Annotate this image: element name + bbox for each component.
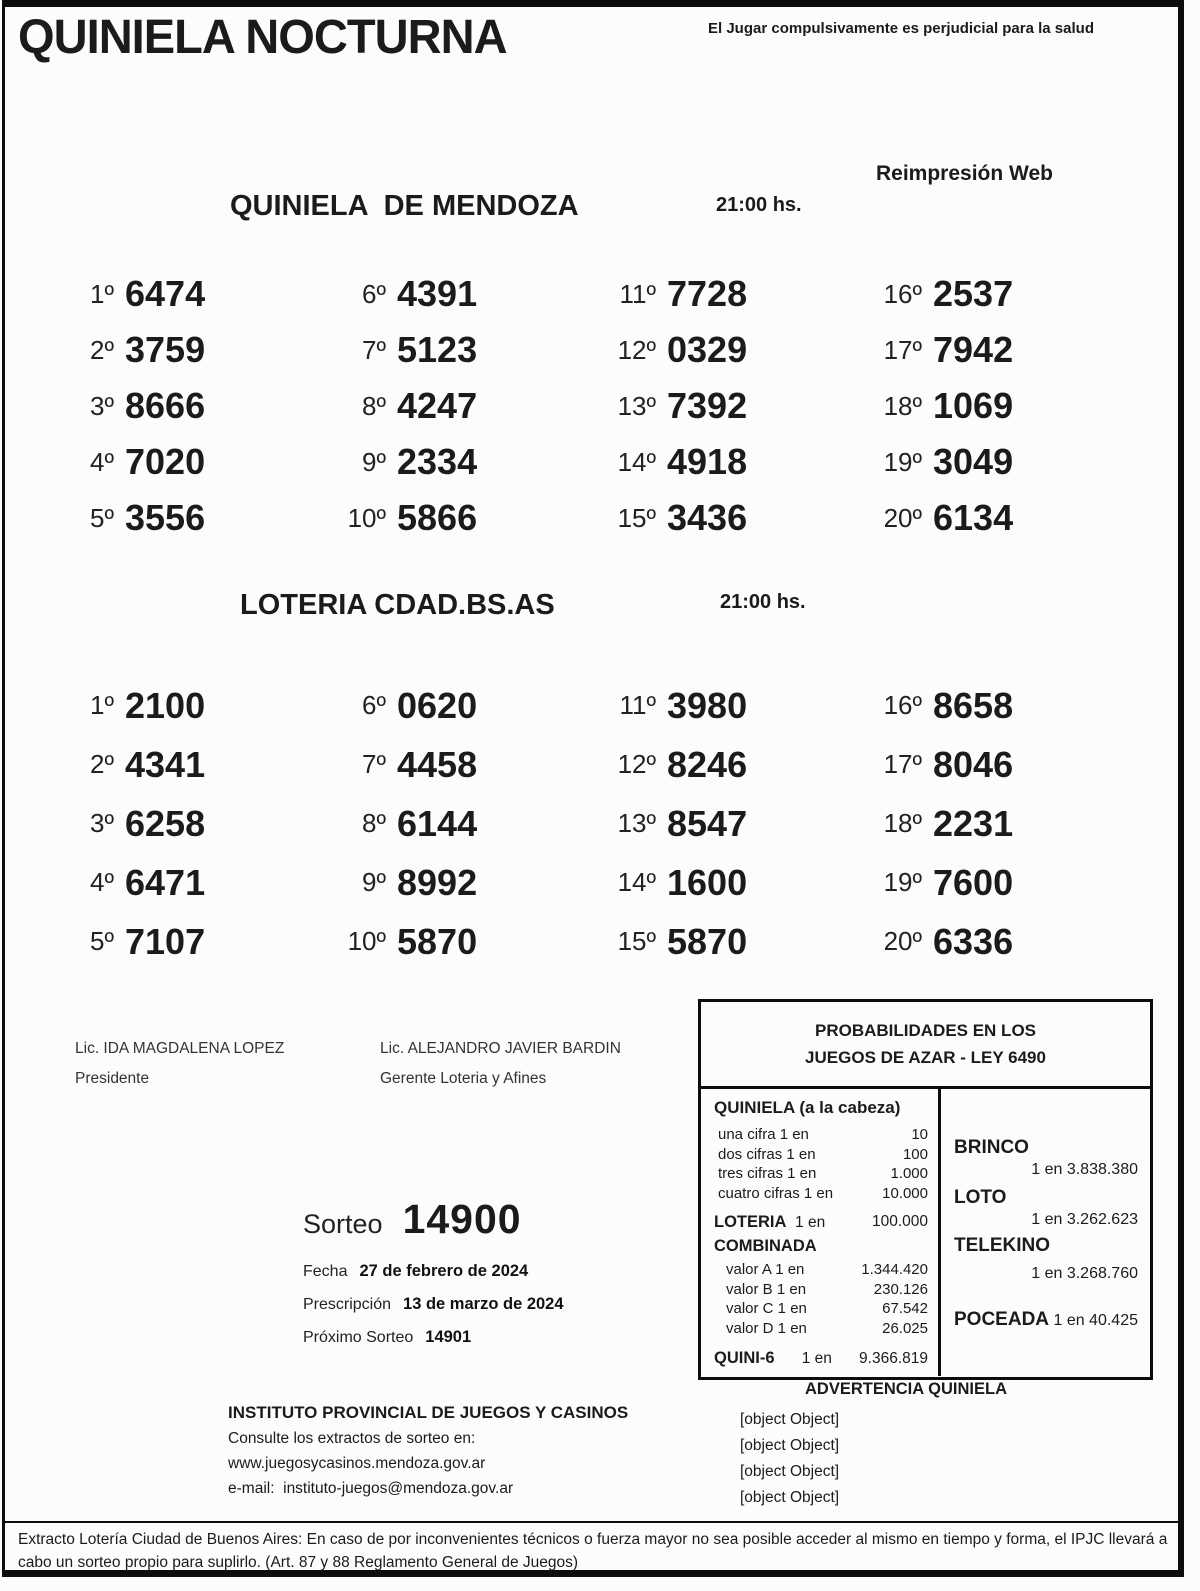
quiniela-odds-header: QUINIELA (a la cabeza): [714, 1098, 901, 1117]
result-number: 6474: [125, 273, 206, 314]
result-number: 6134: [933, 497, 1014, 538]
result-cell: [600, 853, 866, 912]
signatory-name: Lic. ALEJANDRO JAVIER BARDIN: [380, 1040, 621, 1057]
result-position: 1º: [90, 278, 114, 309]
result-cell: [866, 266, 1066, 322]
result-number: 7600: [933, 861, 1014, 903]
result-number: 6258: [125, 802, 206, 844]
loto-odds-row: [954, 1187, 1138, 1229]
result-position: 17º: [883, 749, 922, 779]
result-cell: [330, 794, 600, 853]
result-cell: [600, 434, 866, 490]
result-number: 8992: [397, 861, 478, 903]
result-number: 4918: [667, 441, 748, 482]
odds-value: 10: [911, 1126, 928, 1143]
result-cell: [330, 735, 600, 794]
result-cell: [866, 794, 1066, 853]
advertencia-line: [object Object]: [740, 1437, 840, 1454]
result-cell: [58, 490, 330, 546]
result-number: 5870: [667, 920, 748, 962]
page-border-top: [2, 0, 1184, 7]
result-position: 6º: [362, 278, 386, 309]
advertencia-block: [740, 1380, 1072, 1511]
loteria-odds-mid: 1 en: [795, 1214, 826, 1231]
page-title: QUINIELA NOCTURNA: [18, 11, 507, 64]
result-cell: [58, 735, 330, 794]
result-position: 16º: [883, 278, 922, 309]
result-number: 1069: [933, 385, 1014, 426]
result-cell: [600, 378, 866, 434]
prescripcion-label: Prescripción: [303, 1296, 392, 1313]
loto-odds: 1 en 3.262.623: [1031, 1211, 1138, 1228]
result-cell: [866, 378, 1066, 434]
odds-value: 1.000: [890, 1165, 928, 1182]
result-number: 4391: [397, 273, 478, 314]
result-number: 8547: [667, 802, 748, 844]
result-position: 13º: [617, 808, 656, 838]
result-position: 7º: [362, 749, 386, 779]
result-position: 2º: [90, 749, 114, 779]
result-cell: [600, 676, 866, 735]
result-number: 6336: [933, 920, 1014, 962]
result-position: 5º: [90, 926, 114, 956]
poceada-odds: 1 en 40.425: [1053, 1312, 1138, 1329]
result-cell: [58, 378, 330, 434]
result-position: 6º: [362, 690, 386, 720]
result-number: 5866: [397, 497, 478, 538]
draw-title-mendoza: QUINIELA DE MENDOZA: [230, 190, 579, 222]
result-position: 3º: [90, 808, 114, 838]
web-reprint-label: Reimpresión Web: [876, 162, 1053, 185]
result-number: 4341: [125, 743, 206, 785]
odds-label: dos cifras 1 en: [718, 1145, 816, 1163]
proximo-label: Próximo Sorteo: [303, 1329, 414, 1346]
result-number: 5870: [397, 920, 478, 962]
draw-time-mendoza: 21:00 hs.: [716, 194, 802, 216]
result-cell: [600, 490, 866, 546]
result-position: 19º: [883, 446, 922, 477]
result-position: 14º: [617, 446, 656, 477]
result-cell: [58, 794, 330, 853]
result-position: 15º: [617, 502, 656, 533]
result-cell: [600, 735, 866, 794]
odds-label: tres cifras 1 en: [718, 1165, 817, 1182]
result-number: 2334: [397, 441, 478, 482]
result-number: 3049: [933, 441, 1014, 482]
odds-row: [714, 1280, 928, 1300]
odds-label: valor C 1 en: [726, 1300, 807, 1317]
odds-row: [714, 1145, 928, 1165]
loteria-odds-row: [714, 1213, 928, 1232]
result-position: 18º: [883, 808, 922, 838]
probabilities-title-line2: JUEGOS DE AZAR - LEY 6490: [805, 1048, 1046, 1067]
poceada-odds-row: [954, 1309, 1138, 1331]
advertencia-line: [object Object]: [740, 1411, 840, 1428]
page-border-left: [2, 0, 5, 1577]
page-border-right: [1178, 0, 1184, 1577]
prescripcion-row: [303, 1288, 663, 1321]
telekino-name: TELEKINO: [954, 1235, 1051, 1256]
result-position: 12º: [617, 749, 656, 779]
fecha-value: 27 de febrero de 2024: [359, 1262, 529, 1280]
instituto-email: e-mail: instituto-juegos@mendoza.gov.ar: [228, 1480, 514, 1497]
result-cell: [866, 912, 1066, 971]
result-cell: [330, 912, 600, 971]
odds-row: [714, 1260, 928, 1280]
result-number: 8666: [125, 385, 206, 426]
result-position: 18º: [883, 390, 922, 421]
loteria-odds-value: 100.000: [871, 1213, 928, 1230]
proximo-sorteo-row: [303, 1321, 663, 1354]
combinada-odds-rows: [714, 1260, 928, 1338]
probabilities-right-column: [941, 1089, 1150, 1376]
result-cell: [58, 322, 330, 378]
combinada-header: COMBINADA: [714, 1237, 817, 1255]
quini6-name: QUINI-6: [714, 1349, 775, 1367]
draw-time-bsas: 21:00 hs.: [720, 591, 806, 613]
sorteo-number: 14900: [402, 1196, 522, 1242]
result-cell: [330, 322, 600, 378]
result-number: 2100: [125, 684, 206, 726]
result-cell: [330, 490, 600, 546]
odds-label: valor A 1 en: [726, 1261, 805, 1278]
result-number: 7107: [125, 920, 206, 962]
odds-row: [714, 1164, 928, 1184]
result-number: 7020: [125, 441, 206, 482]
result-cell: [600, 912, 866, 971]
odds-label: valor B 1 en: [726, 1280, 807, 1298]
quini6-odds-row: [714, 1349, 928, 1368]
sorteo-label: Sorteo: [303, 1209, 383, 1239]
result-number: 3556: [125, 497, 206, 538]
result-position: 5º: [90, 502, 114, 533]
result-position: 4º: [90, 867, 114, 897]
proximo-value: 14901: [425, 1328, 472, 1346]
poceada-name: POCEADA: [954, 1309, 1050, 1330]
signatory-role: Gerente Loteria y Afines: [380, 1070, 547, 1087]
probabilities-left-column: [701, 1089, 941, 1376]
odds-label: una cifra 1 en: [718, 1126, 809, 1143]
advertencia-line: [object Object]: [740, 1489, 840, 1506]
result-number: 6144: [397, 802, 478, 844]
result-number: 8658: [933, 684, 1014, 726]
result-cell: [330, 434, 600, 490]
result-cell: [58, 266, 330, 322]
odds-value: 67.542: [882, 1300, 928, 1317]
brinco-name: BRINCO: [954, 1137, 1029, 1158]
signatory-name: Lic. IDA MAGDALENA LOPEZ: [75, 1040, 285, 1057]
advertencia-title: ADVERTENCIA QUINIELA: [805, 1380, 1007, 1398]
odds-label: cuatro cifras 1 en: [718, 1184, 834, 1202]
result-number: 0329: [667, 329, 748, 370]
odds-row: [714, 1184, 928, 1204]
draw-title-bsas: LOTERIA CDAD.BS.AS: [240, 589, 555, 621]
result-cell: [866, 434, 1066, 490]
result-number: 8246: [667, 743, 748, 785]
odds-value: 10.000: [882, 1184, 928, 1202]
odds-value: 100: [902, 1145, 928, 1163]
result-cell: [866, 322, 1066, 378]
result-number: 1600: [667, 861, 748, 903]
result-position: 9º: [362, 446, 386, 477]
result-number: 3436: [667, 497, 748, 538]
result-number: 0620: [397, 684, 478, 726]
result-cell: [58, 853, 330, 912]
result-position: 16º: [883, 690, 922, 720]
result-position: 9º: [362, 867, 386, 897]
result-position: 3º: [90, 390, 114, 421]
result-cell: [58, 912, 330, 971]
result-position: 8º: [362, 390, 386, 421]
fecha-row: [303, 1255, 663, 1288]
result-position: 15º: [617, 926, 656, 956]
result-number: 5123: [397, 329, 478, 370]
telekino-odds: 1 en 3.268.760: [1031, 1265, 1138, 1282]
result-number: 4458: [397, 743, 478, 785]
loto-name: LOTO: [954, 1187, 1007, 1208]
fecha-label: Fecha: [303, 1263, 348, 1280]
result-position: 10º: [347, 502, 386, 533]
result-cell: [866, 853, 1066, 912]
result-number: 7728: [667, 273, 748, 314]
result-position: 10º: [347, 926, 386, 956]
result-position: 8º: [362, 808, 386, 838]
prescripcion-value: 13 de marzo de 2024: [403, 1295, 564, 1313]
odds-row: [714, 1299, 928, 1319]
results-grid-bsas: [58, 676, 1066, 971]
result-position: 1º: [90, 690, 114, 720]
probabilities-box: [698, 999, 1153, 1380]
result-cell: [58, 434, 330, 490]
quiniela-odds-rows: [714, 1125, 928, 1203]
result-cell: [866, 676, 1066, 735]
results-grid-mendoza: [58, 266, 1066, 546]
instituto-block: [228, 1403, 628, 1498]
health-warning: El Jugar compulsivamente es perjudicial para la salud: [708, 20, 1094, 37]
result-cell: [58, 676, 330, 735]
footer-legal-text: Extracto Lotería Ciudad de Buenos Aires: En caso de por inconvenientes técnicos o fuerza mayor no sea posible acceder al mismo en tiempo y forma, el IPJC llevará a cabo un sorteo propio para suplirlo. (Art. 87 y 88 Reglamento General de Juegos): [18, 1531, 1168, 1571]
result-number: 2537: [933, 273, 1014, 314]
result-position: 17º: [883, 334, 922, 365]
signatory-role: Presidente: [75, 1070, 150, 1087]
result-position: 14º: [617, 867, 656, 897]
result-cell: [330, 266, 600, 322]
odds-label: valor D 1 en: [726, 1319, 807, 1337]
odds-value: 26.025: [882, 1319, 928, 1337]
telekino-odds-row: [954, 1235, 1138, 1283]
instituto-name: INSTITUTO PROVINCIAL DE JUEGOS Y CASINOS: [228, 1403, 629, 1422]
result-position: 7º: [362, 334, 386, 365]
odds-row: [714, 1319, 928, 1339]
result-number: 7942: [933, 329, 1014, 370]
result-position: 11º: [619, 278, 656, 309]
quini6-value: 9.366.819: [859, 1350, 928, 1367]
draw-info-block: [303, 1196, 663, 1354]
result-cell: [866, 735, 1066, 794]
quini6-mid: 1 en: [801, 1350, 832, 1367]
result-cell: [330, 378, 600, 434]
result-cell: [330, 676, 600, 735]
result-position: 2º: [90, 334, 114, 365]
odds-value: 1.344.420: [861, 1261, 928, 1278]
brinco-odds-row: [954, 1137, 1138, 1179]
signature-president: [75, 1040, 284, 1088]
result-number: 2231: [933, 802, 1014, 844]
signature-manager: [380, 1040, 621, 1088]
result-cell: [600, 794, 866, 853]
result-cell: [330, 853, 600, 912]
loteria-odds-name: LOTERIA: [714, 1213, 787, 1231]
instituto-consulte-line: Consulte los extractos de sorteo en:: [228, 1430, 476, 1447]
result-position: 13º: [617, 390, 656, 421]
advertencia-line: [object Object]: [740, 1463, 840, 1480]
result-position: 12º: [617, 334, 656, 365]
result-number: 3759: [125, 329, 206, 370]
brinco-odds: 1 en 3.838.380: [1031, 1161, 1138, 1178]
result-cell: [600, 266, 866, 322]
probabilities-title-line1: PROBABILIDADES EN LOS: [814, 1020, 1037, 1040]
footer-divider: [2, 1521, 1184, 1523]
advertencia-text: [740, 1407, 1072, 1511]
result-position: 4º: [90, 446, 114, 477]
result-position: 11º: [619, 690, 656, 720]
result-position: 20º: [883, 926, 922, 956]
result-position: 20º: [883, 502, 922, 533]
odds-row: [714, 1125, 928, 1145]
result-position: 19º: [883, 867, 922, 897]
odds-value: 230.126: [873, 1280, 928, 1298]
probabilities-title: [701, 1002, 1150, 1089]
result-number: 7392: [667, 385, 748, 426]
result-number: 6471: [125, 861, 206, 903]
result-cell: [600, 322, 866, 378]
result-number: 8046: [933, 743, 1014, 785]
result-number: 3980: [667, 684, 748, 726]
instituto-website: www.juegosycasinos.mendoza.gov.ar: [228, 1455, 486, 1472]
result-cell: [866, 490, 1066, 546]
result-number: 4247: [397, 385, 478, 426]
